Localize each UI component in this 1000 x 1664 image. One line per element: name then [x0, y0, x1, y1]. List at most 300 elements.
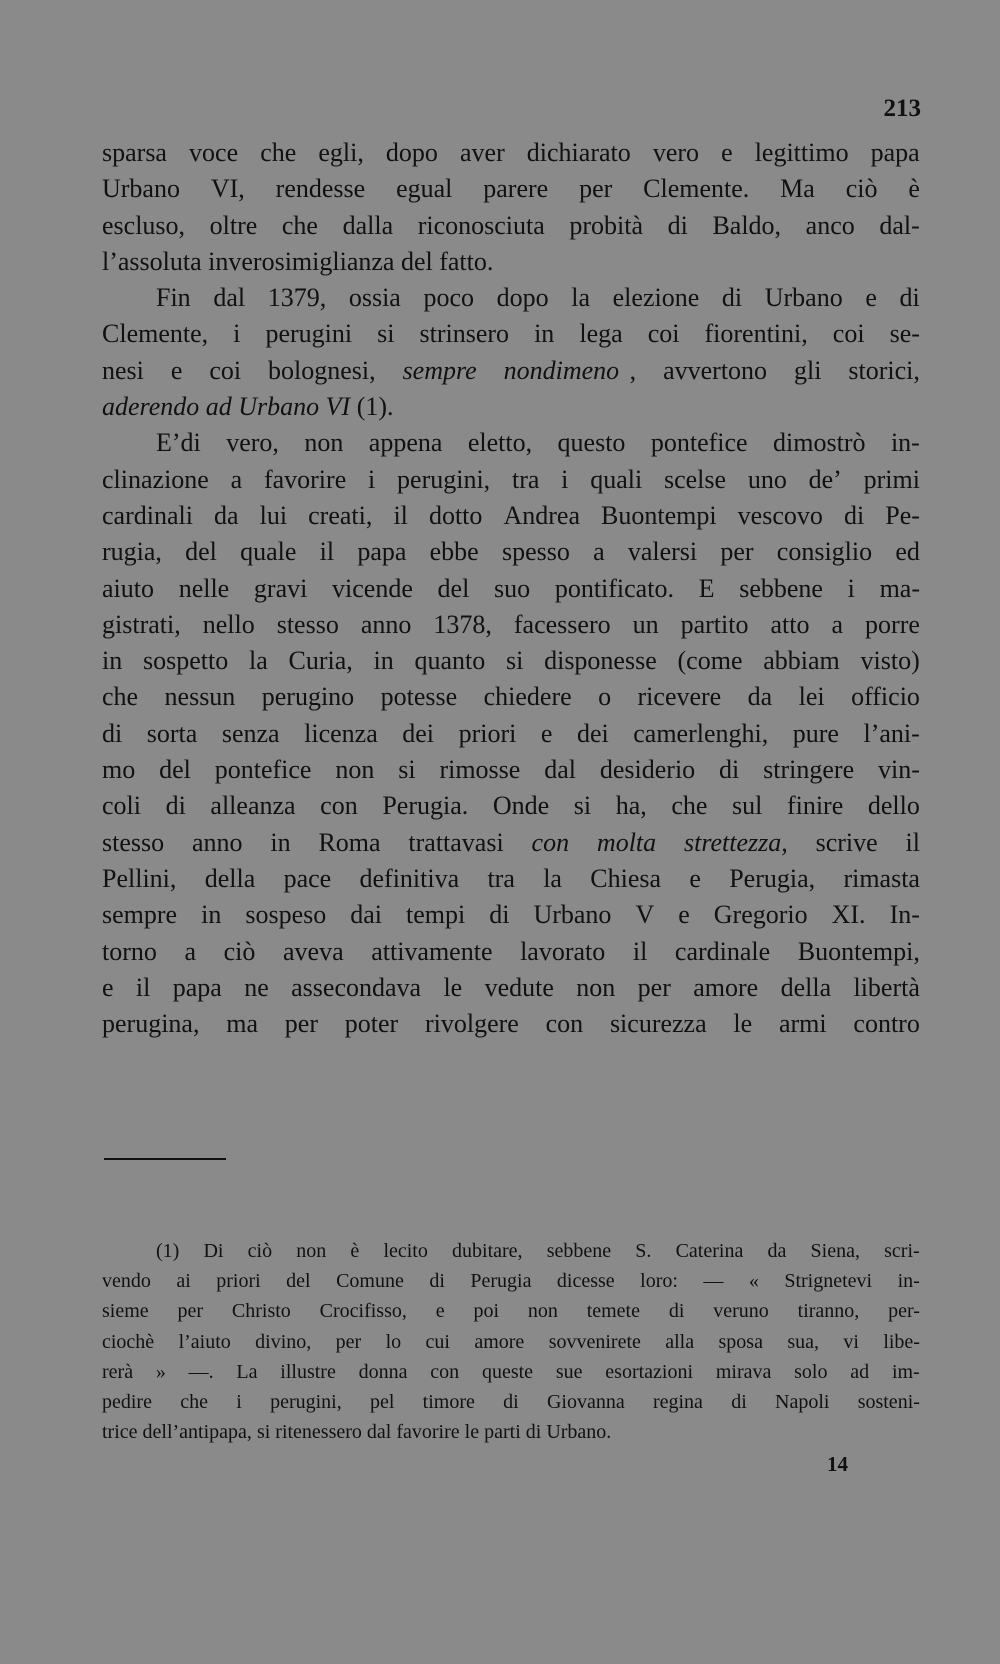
word: perugina, [102, 1009, 200, 1039]
word [541, 1357, 547, 1387]
word [148, 679, 154, 715]
word: uno [747, 464, 787, 494]
word [864, 571, 870, 607]
footnote-line [102, 1417, 920, 1447]
word: anno [360, 609, 412, 639]
word: sicurezza [609, 1009, 707, 1039]
word: vi [843, 1330, 859, 1353]
word [493, 643, 499, 679]
word: che [671, 791, 708, 821]
word [871, 1296, 877, 1326]
word [425, 752, 431, 788]
text-line [102, 389, 920, 425]
word: sul [732, 791, 763, 821]
text-line [102, 970, 920, 1006]
word: rendesse [275, 174, 366, 204]
word: dubitare, [452, 1240, 523, 1262]
word [717, 1006, 723, 1042]
word: chiedere [483, 682, 572, 712]
word: se- [889, 319, 920, 349]
word: sebbene [739, 573, 823, 603]
word: licenza [304, 718, 378, 748]
word: e [721, 138, 733, 167]
word [558, 788, 564, 824]
word [253, 280, 259, 316]
word [780, 1296, 786, 1326]
word [731, 679, 737, 715]
word [354, 934, 360, 970]
word: il [135, 972, 151, 1002]
word: da [767, 1240, 787, 1262]
word: quali [590, 464, 643, 494]
word: nelle [178, 573, 230, 603]
word [437, 1236, 443, 1266]
word: la [571, 283, 591, 313]
word [277, 970, 283, 1006]
word: dopo [385, 138, 438, 167]
word [639, 135, 645, 171]
word [529, 1006, 535, 1042]
word: non [527, 1300, 558, 1323]
word [790, 208, 796, 244]
word [510, 1296, 516, 1326]
word [762, 171, 768, 207]
word [415, 498, 421, 534]
word [470, 970, 476, 1006]
word: è [350, 1240, 360, 1262]
word [826, 861, 832, 897]
word [832, 571, 838, 607]
word: si [573, 791, 592, 821]
word: scelse [663, 464, 727, 494]
word [847, 643, 853, 679]
text-line [102, 462, 920, 498]
word: oltre [209, 210, 258, 240]
word: per [284, 1009, 318, 1039]
word: anco [805, 210, 855, 240]
word [515, 825, 521, 861]
text-line [102, 171, 920, 207]
word [304, 135, 310, 171]
word [195, 788, 201, 824]
word [320, 752, 326, 788]
word [275, 643, 281, 679]
word [302, 1296, 308, 1326]
word: perugini [265, 319, 353, 349]
word [799, 825, 805, 861]
word [487, 534, 493, 570]
word: Pe- [885, 500, 920, 530]
word [635, 425, 641, 461]
word: stesso [276, 609, 339, 639]
word [210, 425, 216, 461]
word [419, 607, 425, 643]
word: elezione [612, 283, 700, 313]
word: a [593, 537, 605, 567]
word: dimostrò [773, 428, 866, 458]
word [362, 316, 368, 352]
text-line [102, 607, 920, 643]
word [498, 462, 504, 498]
word: strinsero [419, 319, 510, 349]
word [414, 1266, 420, 1296]
word: Siena, [810, 1240, 860, 1262]
word: in- [897, 1270, 920, 1293]
word [500, 607, 506, 643]
word: scri- [884, 1240, 920, 1262]
word: creati, [308, 500, 373, 530]
word [741, 135, 747, 171]
word [342, 861, 348, 897]
word [707, 135, 713, 171]
word: per [637, 972, 671, 1002]
word: tempi [406, 900, 466, 930]
word [387, 716, 393, 752]
word: di [503, 1390, 519, 1413]
word: sieme [102, 1300, 149, 1323]
word [647, 353, 653, 389]
word: quale [240, 537, 297, 567]
word [795, 462, 801, 498]
word [218, 316, 224, 352]
word: i [236, 1390, 242, 1413]
word: Andrea [503, 500, 580, 530]
word [717, 788, 723, 824]
word [201, 1266, 207, 1296]
word: —. [188, 1360, 214, 1383]
word: Urbano [533, 900, 612, 930]
word: Baldo, [712, 210, 782, 240]
word [851, 607, 857, 643]
italic-word: sempre [402, 355, 477, 385]
word: che [102, 682, 139, 712]
word: dell’antipapa, [142, 1421, 252, 1444]
word: ricevere [637, 682, 722, 712]
word [620, 1236, 626, 1266]
word: gistrati, [102, 609, 181, 639]
word [889, 825, 895, 861]
word: ma [226, 1009, 259, 1039]
word [772, 788, 778, 824]
word: di [429, 1270, 445, 1293]
word: officio [851, 682, 920, 712]
word: nello [202, 609, 255, 639]
word: dal [544, 755, 576, 785]
italic-word [487, 353, 493, 389]
word: legittimo [754, 138, 849, 167]
word [370, 1327, 376, 1357]
word [418, 1296, 424, 1326]
word: cardinali [102, 500, 193, 530]
word: aveva [282, 936, 344, 966]
word: dello [867, 791, 920, 821]
word: facessero [513, 609, 611, 639]
word: mirava [715, 1360, 772, 1383]
signature-mark: 14 [827, 1452, 848, 1476]
word [455, 1266, 461, 1296]
word: primi [863, 464, 920, 494]
word [222, 1357, 228, 1387]
word [679, 970, 685, 1006]
word: atto [770, 609, 810, 639]
word: pedire [102, 1390, 152, 1413]
word [857, 135, 863, 171]
word [289, 425, 295, 461]
word: di [489, 900, 510, 930]
footnote-line [102, 1387, 920, 1417]
word [161, 1266, 167, 1296]
word: ritenessero [275, 1421, 362, 1444]
italic-word: ad [205, 392, 232, 422]
word: sua, [787, 1330, 819, 1353]
text-line [102, 1006, 920, 1042]
word: E’di [156, 428, 201, 458]
word [624, 1266, 630, 1296]
word: da [747, 682, 773, 712]
word: aver [459, 138, 505, 167]
word: Onde [492, 791, 550, 821]
word: e [865, 283, 877, 313]
word: » [155, 1360, 166, 1383]
word [281, 1236, 287, 1266]
word [701, 1357, 707, 1387]
word: di [721, 283, 743, 313]
word [573, 861, 579, 897]
word: che [260, 138, 297, 167]
word [360, 643, 366, 679]
word [769, 1266, 775, 1296]
word: sempre [102, 900, 178, 930]
word [817, 607, 823, 643]
word [616, 934, 622, 970]
word [391, 825, 397, 861]
word [734, 462, 740, 498]
word: sovvenirete [548, 1330, 641, 1353]
word [618, 716, 624, 752]
word: sospeso [245, 900, 327, 930]
word: ne [244, 972, 269, 1002]
word: sue [555, 1360, 583, 1383]
word [542, 425, 548, 461]
word: escluso, [102, 210, 186, 240]
word [836, 1357, 842, 1387]
word: ciochè [102, 1330, 155, 1353]
word: ad [850, 1360, 870, 1383]
word: rivolgere [424, 1009, 519, 1039]
word: attivamente [371, 936, 493, 966]
word: S. [635, 1240, 652, 1262]
word: e [102, 972, 114, 1002]
word [239, 571, 245, 607]
word [246, 498, 252, 534]
word [289, 716, 295, 752]
word: Christo [231, 1300, 291, 1323]
text-line [102, 280, 920, 316]
word: priori [216, 1270, 261, 1293]
word [354, 462, 360, 498]
word [795, 1236, 801, 1266]
word [240, 1327, 246, 1357]
word: del [185, 537, 217, 567]
word: pace [283, 863, 332, 893]
word: gravi [253, 573, 308, 603]
word: poter [344, 1009, 399, 1039]
word: Giovanna [546, 1390, 625, 1413]
word [664, 643, 670, 679]
word [724, 571, 730, 607]
text-line [102, 208, 920, 244]
word [266, 1357, 272, 1387]
italic-word [667, 825, 673, 861]
word [305, 534, 311, 570]
word [263, 607, 269, 643]
word [217, 462, 223, 498]
word: fiorentini, [704, 319, 808, 349]
word: Clemente, [102, 319, 209, 349]
word: vero [652, 138, 700, 167]
word [383, 462, 389, 498]
word [706, 534, 712, 570]
word: gli [794, 355, 822, 385]
text-line [102, 643, 920, 679]
word [748, 752, 754, 788]
word: di [525, 1421, 542, 1444]
main-text-block [102, 135, 920, 1042]
word [562, 970, 568, 1006]
word [252, 353, 258, 389]
word [367, 788, 373, 824]
word: (1) [156, 1240, 180, 1262]
word [266, 861, 272, 897]
word [757, 425, 763, 461]
word: dichiarato [526, 138, 631, 167]
word: definitiva [359, 863, 460, 893]
word [154, 353, 160, 389]
word [519, 316, 525, 352]
word [650, 462, 656, 498]
word [781, 934, 787, 970]
word [320, 1327, 326, 1357]
word: alleanza [210, 791, 296, 821]
word: Clemente. [643, 174, 750, 204]
text-line [102, 861, 920, 897]
word: alla [665, 1330, 695, 1353]
word [320, 1266, 326, 1296]
word: coi [209, 355, 242, 385]
word: a [184, 936, 197, 966]
word: pontificato. [554, 573, 674, 603]
word: queste [481, 1360, 534, 1383]
word [122, 970, 128, 1006]
word [364, 679, 370, 715]
text-line [102, 571, 920, 607]
word: senza [221, 718, 280, 748]
word: ha, [615, 791, 647, 821]
word: a [831, 609, 844, 639]
word: tiranno, [797, 1300, 860, 1323]
word: egual [396, 174, 453, 204]
word [750, 643, 756, 679]
word [353, 1387, 359, 1417]
word: ed [895, 537, 920, 567]
word [246, 679, 252, 715]
word [482, 280, 488, 316]
word [470, 861, 476, 897]
word: per [720, 537, 754, 567]
word: avvertono [663, 355, 768, 385]
word: Di [203, 1240, 224, 1262]
word [295, 498, 301, 534]
word: sparsa [102, 138, 167, 167]
word: mo [102, 755, 136, 785]
word: 1378, [433, 609, 492, 639]
word [175, 135, 181, 171]
word [186, 897, 192, 933]
word: amore [693, 972, 759, 1002]
word [266, 934, 272, 970]
word: sebbene [546, 1240, 612, 1262]
word [881, 534, 887, 570]
word: Perugia, [729, 863, 816, 893]
word [531, 643, 537, 679]
word [817, 897, 823, 933]
word [253, 1387, 259, 1417]
word: in- [890, 428, 920, 458]
word: scrive [815, 827, 878, 857]
word: priori [458, 718, 517, 748]
word: storici, [848, 355, 920, 385]
word: le [733, 1009, 753, 1039]
word: papa [172, 972, 222, 1002]
word [226, 534, 232, 570]
word [219, 1387, 225, 1417]
word: non [335, 755, 375, 785]
word: Pellini, [102, 863, 177, 893]
word: questo [557, 428, 626, 458]
word: in [534, 319, 555, 349]
word [619, 607, 625, 643]
word: vicende [332, 573, 413, 603]
word [830, 498, 836, 534]
italic-word: strettezza, [684, 827, 788, 857]
word: cui [425, 1330, 450, 1353]
word: papa [870, 138, 920, 167]
word: che [281, 210, 318, 240]
word: voce [189, 138, 239, 167]
word: i [847, 573, 855, 603]
word [467, 679, 473, 715]
word: Ma [780, 174, 815, 204]
word: Fin [156, 283, 191, 313]
word: sosteni- [857, 1390, 920, 1413]
word [391, 897, 397, 933]
word [402, 208, 408, 244]
word: Strignetevi [784, 1270, 873, 1293]
word: di [731, 1390, 747, 1413]
word: VI, [210, 174, 245, 204]
word: anno [191, 827, 243, 857]
word: della [204, 863, 256, 893]
word: con [320, 791, 358, 821]
word: in [102, 646, 123, 676]
word: di [165, 791, 186, 821]
word [474, 897, 480, 933]
word [529, 752, 535, 788]
word [168, 934, 174, 970]
word: di [719, 755, 740, 785]
word [576, 462, 582, 498]
word: clinazione [102, 464, 209, 494]
